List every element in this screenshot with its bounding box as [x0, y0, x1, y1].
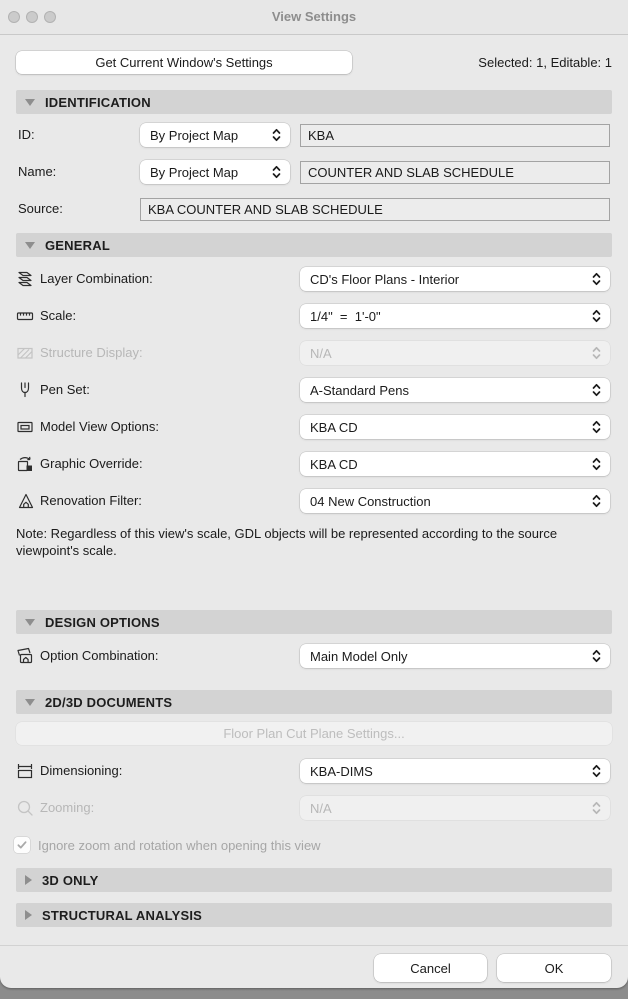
- pen-set-dropdown[interactable]: [300, 378, 610, 402]
- chevron-up-down-icon: [591, 648, 602, 664]
- ignore-zoom-checkbox: [14, 837, 30, 853]
- disclosure-open-icon: [25, 619, 35, 626]
- disclosure-closed-icon: [25, 875, 32, 885]
- section-title: GENERAL: [45, 237, 110, 253]
- gdl-scale-note: Note: Regardless of this view's scale, GDL objects will be represented according to the source viewpoint's scale.: [16, 526, 558, 558]
- row-label: Option Combination:: [40, 648, 159, 663]
- section-header-identification[interactable]: [16, 90, 612, 114]
- design-option-combination-icon: [15, 646, 35, 666]
- dropdown-value: 04 New Construction: [310, 493, 431, 509]
- dimensioning-icon: [15, 761, 35, 781]
- graphic-override-dropdown[interactable]: [300, 452, 610, 476]
- section-header-2d3d-documents[interactable]: [16, 690, 612, 714]
- row-label: Renovation Filter:: [40, 493, 142, 508]
- get-current-window-settings-button[interactable]: Get Current Window's Settings: [16, 51, 352, 74]
- renovation-filter-icon: [15, 491, 35, 511]
- magnifier-icon: [15, 798, 35, 818]
- section-title: STRUCTURAL ANALYSIS: [42, 907, 203, 923]
- row-label: Scale:: [40, 308, 77, 323]
- zooming-row: [0, 796, 628, 820]
- structure-display-dropdown: [300, 341, 610, 365]
- window-title: View Settings: [271, 9, 357, 24]
- name-mode-dropdown[interactable]: [140, 160, 290, 184]
- section-title: 2D/3D DOCUMENTS: [45, 694, 173, 710]
- chevron-up-down-icon: [591, 308, 602, 324]
- chevron-up-down-icon: [591, 271, 602, 287]
- renovation-filter-row: [0, 489, 628, 513]
- renovation-filter-dropdown[interactable]: [300, 489, 610, 513]
- section-header-structural-analysis[interactable]: [16, 903, 612, 927]
- row-label: Dimensioning:: [40, 763, 123, 778]
- id-mode-dropdown[interactable]: [140, 123, 290, 147]
- row-label: Pen Set:: [40, 382, 90, 397]
- layer-combination-dropdown[interactable]: [300, 267, 610, 291]
- option-combination-dropdown[interactable]: [300, 644, 610, 668]
- section-title: IDENTIFICATION: [45, 94, 151, 110]
- disclosure-open-icon: [25, 699, 35, 706]
- structure-display-row: [0, 341, 628, 365]
- pen-set-row: [0, 378, 628, 402]
- dropdown-value: CD's Floor Plans - Interior: [310, 271, 460, 287]
- graphic-override-row: [0, 452, 628, 476]
- name-label: Name:: [18, 164, 57, 179]
- chevron-up-down-icon: [271, 164, 282, 180]
- ruler-icon: [15, 306, 35, 326]
- model-view-options-dropdown[interactable]: [300, 415, 610, 439]
- disclosure-closed-icon: [25, 910, 32, 920]
- dimensioning-row: [0, 759, 628, 783]
- chevron-up-down-icon: [591, 493, 602, 509]
- name-field[interactable]: COUNTER AND SLAB SCHEDULE: [300, 161, 610, 184]
- chevron-up-down-icon: [591, 763, 602, 779]
- section-title: DESIGN OPTIONS: [45, 614, 160, 630]
- id-label: ID:: [18, 127, 35, 142]
- selection-status: Selected: 1, Editable: 1: [478, 55, 612, 70]
- chevron-up-down-icon: [591, 456, 602, 472]
- title-bar: [0, 0, 628, 35]
- dropdown-value: N/A: [310, 345, 332, 361]
- scale-row: [0, 304, 628, 328]
- row-label: Layer Combination:: [40, 271, 153, 286]
- dropdown-value: A-Standard Pens: [310, 382, 410, 398]
- graphic-override-icon: [15, 454, 35, 474]
- row-label: Zooming:: [40, 800, 95, 815]
- row-label: Model View Options:: [40, 419, 159, 434]
- row-label: Graphic Override:: [40, 456, 143, 471]
- dropdown-value: 1/4" = 1'-0": [310, 308, 381, 324]
- ok-button[interactable]: OK: [497, 954, 611, 982]
- id-field[interactable]: KBA: [300, 124, 610, 147]
- dropdown-value: KBA CD: [310, 456, 358, 472]
- disclosure-open-icon: [25, 99, 35, 106]
- ignore-zoom-row: [0, 837, 628, 855]
- chevron-up-down-icon: [591, 345, 602, 361]
- chevron-up-down-icon: [591, 382, 602, 398]
- scale-dropdown[interactable]: [300, 304, 610, 328]
- footer-divider: [0, 945, 628, 946]
- chevron-up-down-icon: [591, 800, 602, 816]
- dropdown-value: Main Model Only: [310, 648, 408, 664]
- layers-icon: [15, 269, 35, 289]
- model-view-options-row: [0, 415, 628, 439]
- checkmark-icon: [16, 839, 28, 851]
- pen-nib-icon: [15, 380, 35, 400]
- section-header-design-options[interactable]: [16, 610, 612, 634]
- dropdown-value: KBA CD: [310, 419, 358, 435]
- disclosure-open-icon: [25, 242, 35, 249]
- cancel-button[interactable]: Cancel: [374, 954, 487, 982]
- source-label: Source:: [18, 201, 63, 216]
- dropdown-value: By Project Map: [150, 164, 239, 180]
- dimensioning-dropdown[interactable]: [300, 759, 610, 783]
- row-label: Structure Display:: [40, 345, 143, 360]
- chevron-up-down-icon: [271, 127, 282, 143]
- layer-combination-row: [0, 267, 628, 291]
- source-field: KBA COUNTER AND SLAB SCHEDULE: [140, 198, 610, 221]
- dropdown-value: By Project Map: [150, 127, 239, 143]
- option-combination-row: [0, 644, 628, 668]
- dropdown-value: KBA-DIMS: [310, 763, 373, 779]
- chevron-up-down-icon: [591, 419, 602, 435]
- section-header-3d-only[interactable]: [16, 868, 612, 892]
- model-view-options-icon: [15, 417, 35, 437]
- structure-display-icon: [15, 343, 35, 363]
- section-title: 3D ONLY: [42, 872, 99, 888]
- dropdown-value: N/A: [310, 800, 332, 816]
- floor-plan-cut-plane-settings-button: Floor Plan Cut Plane Settings...: [16, 722, 612, 745]
- checkbox-label: Ignore zoom and rotation when opening this view: [38, 838, 321, 853]
- section-header-general[interactable]: [16, 233, 612, 257]
- zooming-dropdown: [300, 796, 610, 820]
